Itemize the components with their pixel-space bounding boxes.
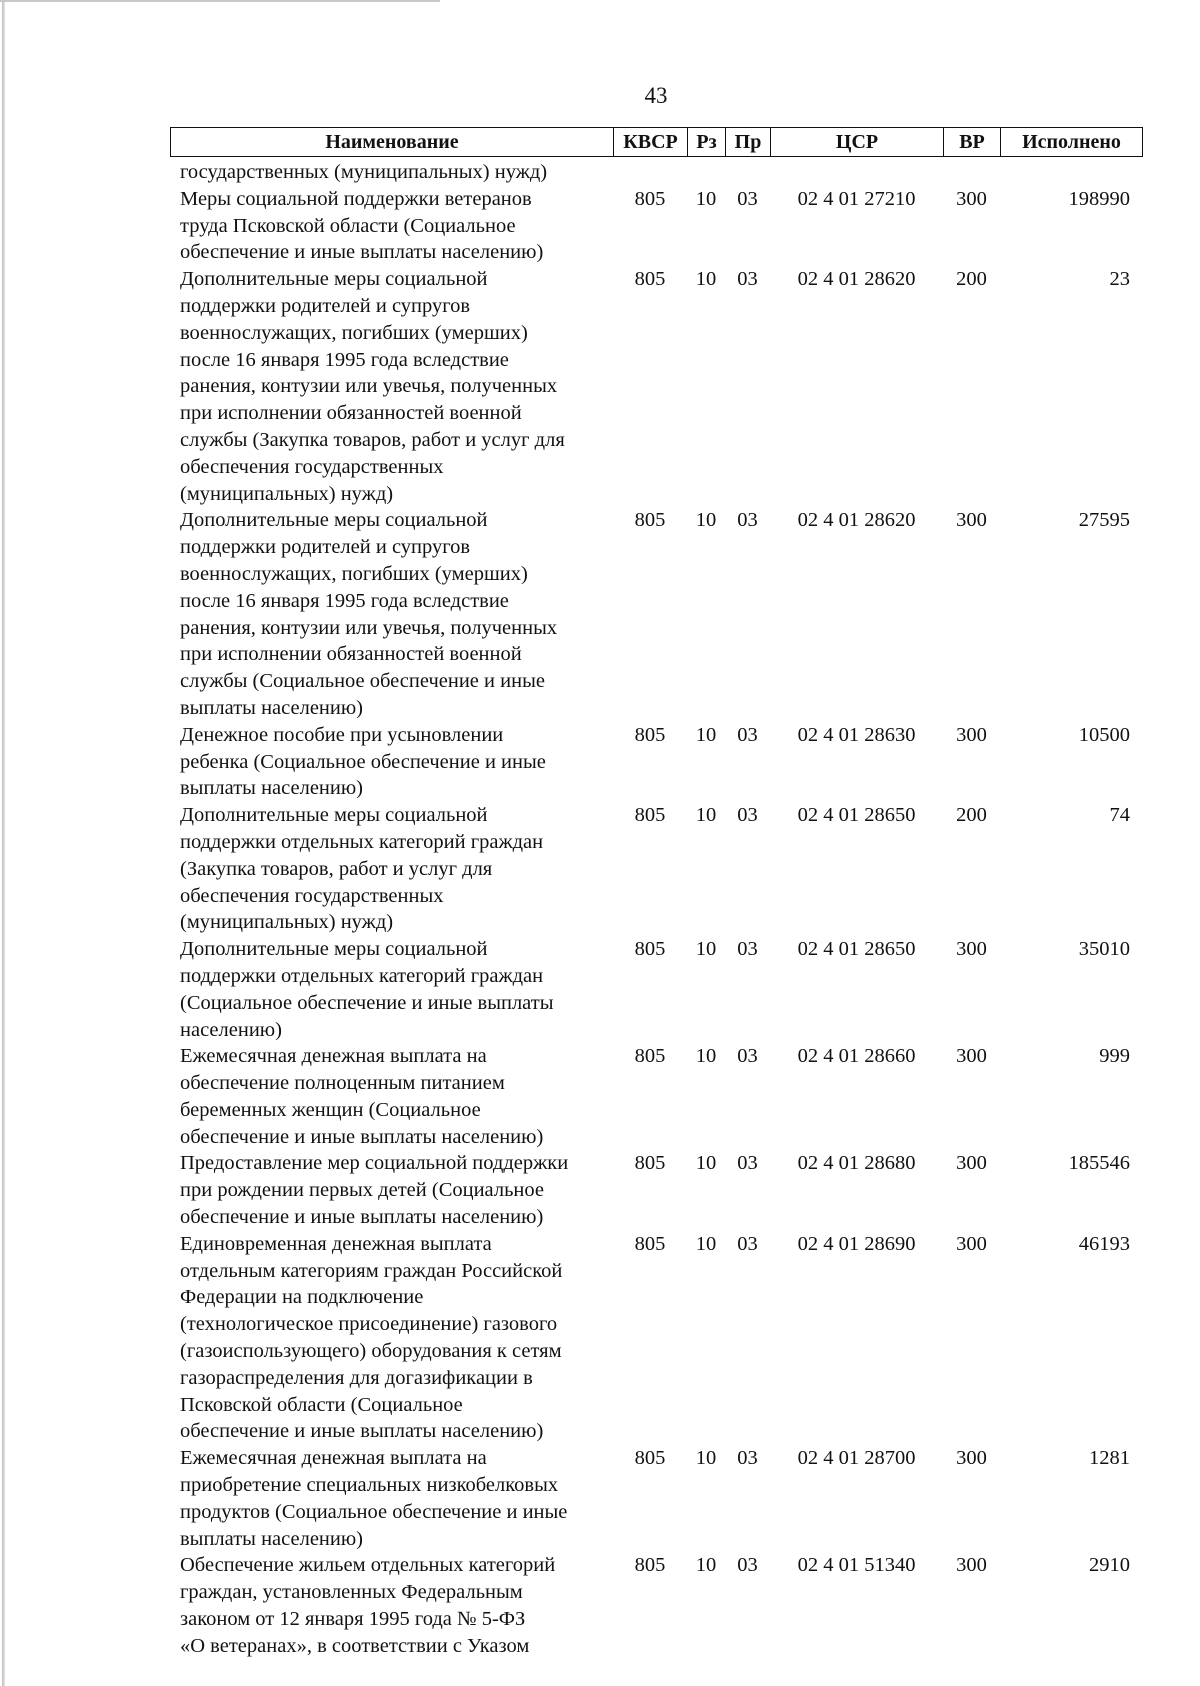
row-csr: 02 4 01 28650 [797,804,916,827]
row-name-line: выплаты населению) [180,696,364,719]
header-pr: Пр [726,128,771,157]
row-executed: 999 [1099,1045,1130,1068]
row-vr: 200 [956,804,987,827]
row-name [170,1231,613,1445]
row-name-line: обеспечение и иные выплаты населению) [180,241,544,264]
row-rz: 10 [695,1045,717,1068]
table-row [170,186,1142,266]
row-csr: 02 4 01 28630 [797,723,916,746]
row-csr: 02 4 01 28690 [797,1232,916,1255]
row-name [170,1150,613,1230]
row-name-line: обеспечения государственных [180,455,444,478]
row-name-line: Псковской области (Социальное [180,1393,463,1416]
row-name-line: обеспечение и иные выплаты населению) [180,1125,544,1148]
row-executed: 198990 [1068,187,1130,210]
row-name-line: службы (Социальное обеспечение и иные [180,670,545,693]
row-name-line: государственных (муниципальных) нужд) [180,161,548,183]
row-name [170,936,613,1043]
table-row [170,1445,1142,1552]
row-name-line: газораспределения для догазификации в [180,1366,533,1389]
row-vr: 300 [956,509,987,532]
row-kvsr: 805 [634,1447,666,1470]
row-vr: 300 [956,938,987,961]
row-rz [687,159,725,186]
row-name-line: ребенка (Социальное обеспечение и иные [180,750,546,773]
row-name-line: при исполнении обязанностей военной [180,643,522,666]
row-pr: 03 [737,1554,758,1577]
header-csr: ЦСР [771,128,944,157]
row-name-line: Предоставление мер социальной поддержки [180,1152,569,1175]
row-kvsr: 805 [634,509,666,532]
row-name-line: Федерации на подключение [180,1286,424,1309]
row-executed: 10500 [1078,723,1130,746]
row-vr: 300 [956,187,987,210]
row-kvsr: 805 [634,187,666,210]
row-rz: 10 [695,1232,717,1255]
row-name-line: обеспечение полноценным питанием [180,1072,505,1095]
row-executed: 23 [1109,268,1130,291]
row-kvsr: 805 [634,804,666,827]
row-name-line: (Социальное обеспечение и иные выплаты [180,991,554,1014]
row-executed: 74 [1109,804,1130,827]
table-row [170,159,1142,186]
scan-edge [2,0,5,1686]
row-name-line: (муниципальных) нужд) [180,911,394,934]
row-executed: 185546 [1068,1152,1130,1175]
row-name [170,186,613,266]
row-pr [725,159,770,186]
row-name-line: военнослужащих, погибших (умерших) [180,321,528,344]
row-name-line: ранения, контузии или увечья, полученных [180,616,558,639]
budget-table [170,159,1142,1660]
row-name-line: после 16 января 1995 года вследствие [180,348,509,371]
row-kvsr: 805 [634,1045,666,1068]
row-csr: 02 4 01 28650 [797,938,916,961]
header-rz: Рз [688,128,726,157]
row-name-line: при исполнении обязанностей военной [180,402,522,425]
row-name [170,802,613,936]
row-pr: 03 [737,1152,758,1175]
row-pr: 03 [737,938,758,961]
row-csr: 02 4 01 28660 [797,1045,916,1068]
row-rz: 10 [695,1554,717,1577]
table-row [170,1043,1142,1150]
table-row [170,266,1142,507]
row-rz: 10 [695,938,717,961]
row-pr: 03 [737,509,758,532]
row-name-line: (газоиспользующего) оборудования к сетям [180,1340,562,1363]
header-executed: Исполнено [1001,128,1143,157]
row-name-line: законом от 12 января 1995 года № 5-ФЗ [180,1608,526,1631]
row-csr: 02 4 01 28700 [797,1447,916,1470]
row-name-line: Меры социальной поддержки ветеранов [180,187,532,210]
row-name-line: Дополнительные меры социальной [180,938,488,961]
row-name [170,1445,613,1552]
table-row [170,1552,1142,1659]
row-executed [1000,159,1142,186]
row-name-line: Денежное пособие при усыновлении [180,723,504,746]
row-name-line: Дополнительные меры социальной [180,268,488,291]
row-name-line: отдельным категориям граждан Российской [180,1259,563,1282]
row-name [170,159,613,186]
row-vr: 300 [956,1232,987,1255]
row-name-line: Ежемесячная денежная выплата на [180,1447,487,1470]
row-name [170,1552,613,1659]
row-pr: 03 [737,1232,758,1255]
row-vr: 300 [956,1045,987,1068]
row-name [170,1043,613,1150]
row-name-line: Обеспечение жильем отдельных категорий [180,1554,556,1577]
row-pr: 03 [737,723,758,746]
table-row [170,507,1142,721]
row-kvsr: 805 [634,1152,666,1175]
row-name-line: Дополнительные меры социальной [180,509,488,532]
row-name-line: выплаты населению) [180,1527,364,1550]
row-rz: 10 [695,187,717,210]
header-kvsr: КВСР [614,128,688,157]
scan-top-edge [0,0,440,2]
row-csr: 02 4 01 28620 [797,268,916,291]
row-csr [770,159,943,186]
row-name-line: после 16 января 1995 года вследствие [180,589,509,612]
row-name-line: поддержки отдельных категорий граждан [180,830,544,853]
page-number: 43 [644,83,668,108]
table-header [170,127,1143,157]
row-vr: 300 [956,723,987,746]
row-name-line: военнослужащих, погибших (умерших) [180,562,528,585]
row-executed: 27595 [1078,509,1130,532]
row-name-line: беременных женщин (Социальное [180,1098,481,1121]
row-name-line: поддержки родителей и супругов [180,294,471,317]
row-csr: 02 4 01 28680 [797,1152,916,1175]
table-row [170,1231,1142,1445]
row-vr [943,159,1000,186]
row-executed: 1281 [1089,1447,1130,1470]
row-vr: 200 [956,268,987,291]
row-csr: 02 4 01 51340 [797,1554,916,1577]
row-vr: 300 [956,1152,987,1175]
row-csr: 02 4 01 28620 [797,509,916,532]
row-name-line: приобретение специальных низкобелковых [180,1474,559,1497]
row-kvsr: 805 [634,268,666,291]
table-row [170,802,1142,936]
row-csr: 02 4 01 27210 [797,187,916,210]
row-vr: 300 [956,1554,987,1577]
row-rz: 10 [695,268,717,291]
row-name-line: при рождении первых детей (Социальное [180,1179,544,1202]
table-row [170,1150,1142,1230]
row-executed: 35010 [1078,938,1130,961]
row-rz: 10 [695,723,717,746]
row-name-line: Ежемесячная денежная выплата на [180,1045,487,1068]
row-pr: 03 [737,268,758,291]
row-name-line: Единовременная денежная выплата [180,1232,492,1255]
row-kvsr: 805 [634,1554,666,1577]
row-name-line: населению) [180,1018,282,1041]
row-kvsr: 805 [634,723,666,746]
row-pr: 03 [737,1045,758,1068]
row-name-line: выплаты населению) [180,777,364,800]
row-rz: 10 [695,1152,717,1175]
row-name-line: граждан, установленных Федеральным [180,1581,523,1604]
row-name-line: продуктов (Социальное обеспечение и иные [180,1500,568,1523]
row-name-line: «О ветеранах», в соответствии с Указом [180,1634,530,1657]
header-vr: ВР [944,128,1001,157]
row-name-line: обеспечение и иные выплаты населению) [180,1206,544,1229]
row-pr: 03 [737,1447,758,1470]
row-rz: 10 [695,1447,717,1470]
row-rz: 10 [695,804,717,827]
table-row [170,936,1142,1043]
row-name-line: обеспечения государственных [180,884,444,907]
row-kvsr: 805 [634,1232,666,1255]
row-name-line: поддержки родителей и супругов [180,536,471,559]
table-row [170,722,1142,802]
row-executed: 2910 [1089,1554,1130,1577]
row-name-line: (Закупка товаров, работ и услуг для [180,857,493,880]
row-rz: 10 [695,509,717,532]
table-body [170,159,1142,1660]
row-name-line: (муниципальных) нужд) [180,482,394,505]
row-name-line: труда Псковской области (Социальное [180,214,516,237]
row-kvsr: 805 [634,938,666,961]
row-name-line: службы (Закупка товаров, работ и услуг для [180,428,565,451]
row-name [170,722,613,802]
row-name [170,507,613,721]
row-name [170,266,613,507]
row-kvsr [613,159,687,186]
row-pr: 03 [737,804,758,827]
row-name-line: (технологическое присоединение) газового [180,1313,558,1336]
row-name-line: поддержки отдельных категорий граждан [180,964,544,987]
row-vr: 300 [956,1447,987,1470]
row-name-line: обеспечение и иные выплаты населению) [180,1420,544,1443]
row-name-line: ранения, контузии или увечья, полученных [180,375,558,398]
header-name: Наименование [171,128,614,157]
row-executed: 46193 [1078,1232,1130,1255]
row-pr: 03 [737,187,758,210]
row-name-line: Дополнительные меры социальной [180,804,488,827]
